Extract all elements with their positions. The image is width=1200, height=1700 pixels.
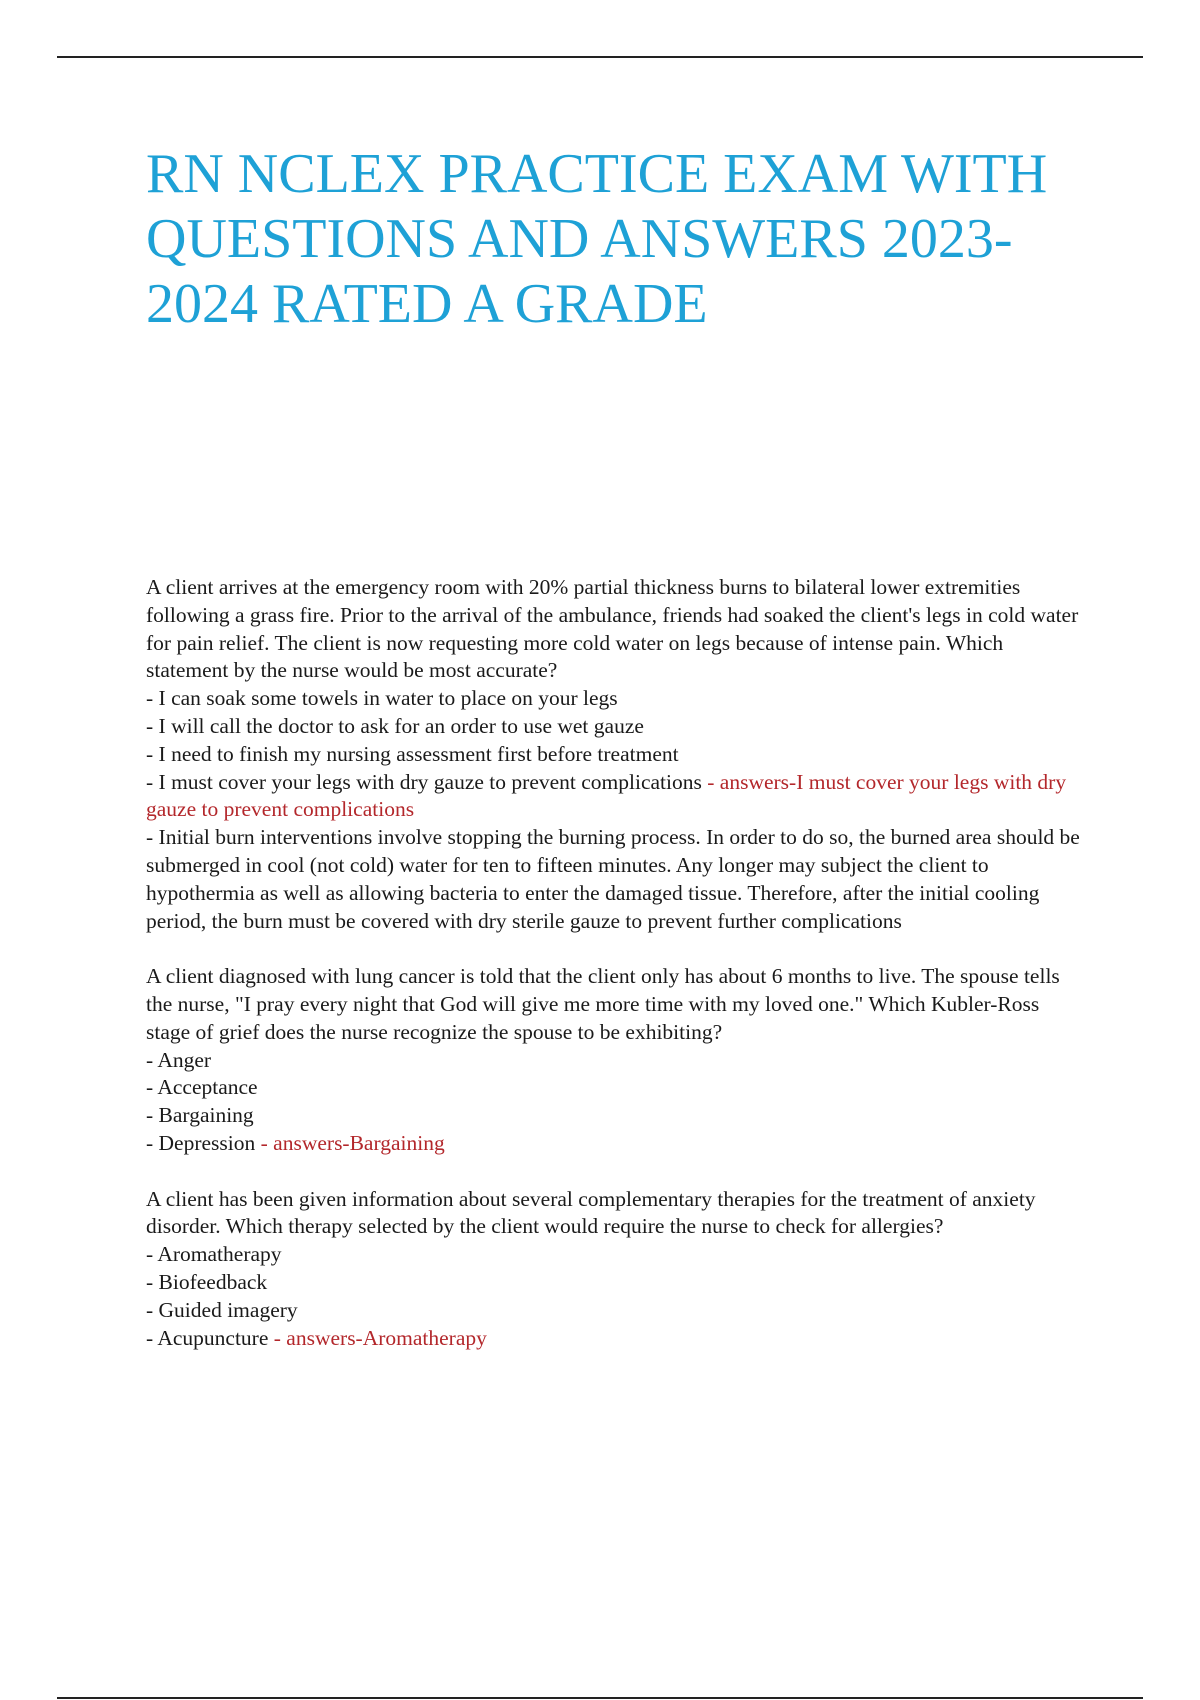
rationale-text: - Initial burn interventions involve stopping the burning process. In order to do so, the burned area should be submerged in cool (not cold) water for ten to fifteen minutes. Any longer may subject the client to hypothermia as well as allowing bacteria to enter the damaged tissue. Therefore, after the initial cooling period, the burn must be covered with dry sterile gauze to prevent further complications	[146, 825, 1080, 933]
document-title: RN NCLEX PRACTICE EXAM WITH QUESTIONS AND ANSWERS 2023-2024 RATED A GRADE	[146, 143, 1048, 335]
option-item: - Guided imagery	[146, 1297, 298, 1322]
option-item-last	[146, 1325, 1086, 1353]
question-stem: A client diagnosed with lung cancer is told that the client only has about 6 months to live. The spouse tells the nurse, "I pray every night that God will give me more time with my loved one." Which Kubler-Ross stage of grief does the nurse recognize the spouse to be exhibiting?	[146, 964, 1060, 1044]
option-item: - Bargaining	[146, 1103, 254, 1128]
option-item: - I can soak some towels in water to place on your legs	[146, 686, 618, 711]
bottom-rule	[57, 1697, 1143, 1699]
document-body	[146, 574, 1086, 1380]
question-stem: A client arrives at the emergency room with 20% partial thickness burns to bilateral lower extremities following a grass fire. Prior to the arrival of the ambulance, friends had soaked the client's legs in cold water for pain relief. The client is now requesting more cold water on legs because of intense pain. Which statement by the nurse would be most accurate?	[146, 575, 1079, 683]
option-item-last	[146, 769, 1086, 825]
question-stem: A client has been given information about several complementary therapies for the treatment of anxiety disorder. Which therapy selected by the client would require the nurse to check for allergies?	[146, 1186, 1036, 1239]
answer-text: - answers-Bargaining	[255, 1130, 445, 1155]
option-text: - Depression	[146, 1130, 256, 1155]
answer-text: - answers-Aromatherapy	[268, 1325, 487, 1350]
option-item-last	[146, 1130, 1086, 1158]
option-item: - I need to finish my nursing assessment first before treatment	[146, 741, 679, 766]
question-block-2	[146, 963, 1086, 1158]
option-text: - Acupuncture	[146, 1325, 269, 1350]
answer-text: - answers-I must cover your legs with dry gauze to prevent complications	[146, 769, 1067, 822]
option-text: - I must cover your legs with dry gauze to prevent complications	[146, 769, 702, 794]
option-item: - Biofeedback	[146, 1269, 268, 1294]
option-item: - Aromatherapy	[146, 1242, 282, 1267]
option-item: - Anger	[146, 1047, 212, 1072]
question-block-3	[146, 1186, 1086, 1353]
top-rule	[57, 56, 1143, 58]
option-item: - Acceptance	[146, 1075, 258, 1100]
option-item: - I will call the doctor to ask for an order to use wet gauze	[146, 713, 644, 738]
question-block-1	[146, 574, 1086, 935]
